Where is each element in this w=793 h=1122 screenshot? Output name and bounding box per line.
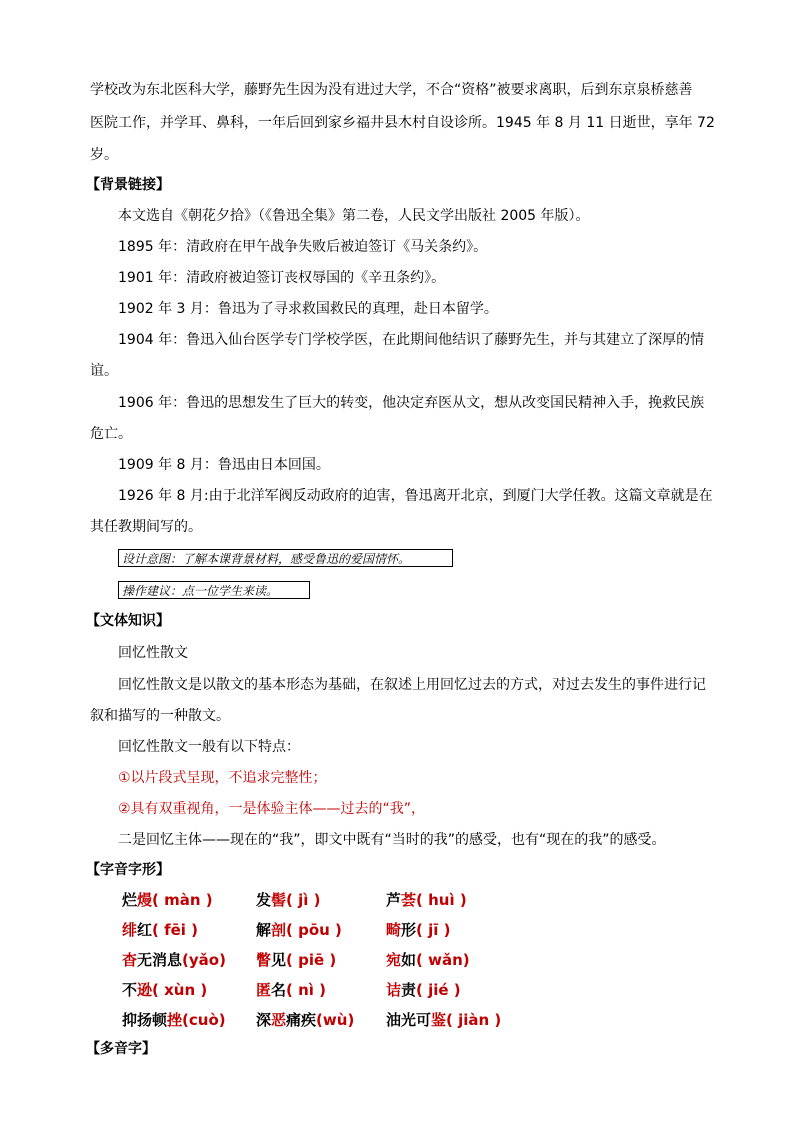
- operation-suggestion-note: 操作建议：点一位学生来读。: [118, 581, 310, 599]
- vocab-item: 不逊( xùn ): [122, 981, 208, 999]
- background-heading: 【背景链接】: [86, 177, 170, 193]
- timeline-1902: 1902 年 3 月：鲁迅为了寻求救国救民的真理，赴日本留学。: [118, 301, 498, 317]
- timeline-1904: 1904 年：鲁迅入仙台医学专门学校学医，在此期间他结识了藤野先生，并与其建立了深厚的情: [118, 332, 705, 348]
- vocab-item: 烂熳( màn ): [122, 891, 213, 909]
- vocab-item: 深恶痛疾(wù): [256, 1011, 355, 1029]
- feature-3: 二是回忆主体——现在的“我”，即文中既有“当时的我”的感受，也有“现在的我”的感受。: [118, 832, 666, 848]
- intro-line-3: 岁。: [90, 147, 118, 163]
- vocab-item: 诘责( jié ): [386, 981, 461, 999]
- vocab-item: 发髻( jì ): [256, 891, 321, 909]
- vocab-heading: 【字音字形】: [86, 862, 170, 878]
- timeline-1926-cont: 其任教期间写的。: [90, 519, 202, 535]
- vocab-item: 瞥见( piē ): [256, 951, 337, 969]
- timeline-1906-cont: 危亡。: [90, 426, 132, 442]
- genre-definition-cont: 叙和描写的一种散文。: [90, 708, 230, 724]
- vocab-item: 解剖( pōu ): [256, 921, 342, 939]
- genre-definition: 回忆性散文是以散文的基本形态为基础，在叙述上用回忆过去的方式，对过去发生的事件进行记: [118, 677, 706, 693]
- vocab-item: 抑扬顿挫(cuò): [122, 1011, 226, 1029]
- genre-features-intro: 回忆性散文一般有以下特点：: [118, 739, 300, 755]
- timeline-1906: 1906 年：鲁迅的思想发生了巨大的转变，他决定弃医从文，想从改变国民精神入手，挽救民族: [118, 395, 705, 411]
- timeline-1904-cont: 谊。: [90, 363, 118, 379]
- timeline-1909: 1909 年 8 月：鲁迅由日本回国。: [118, 457, 330, 473]
- intro-line-2: 医院工作，并学耳、鼻科，一年后回到家乡福井县木村自设诊所。1945 年 8 月 11 日逝世，享年 72: [90, 115, 715, 131]
- feature-2: ②具有双重视角，一是体验主体——过去的“我”，: [118, 801, 426, 817]
- vocab-item: 匿名( nì ): [256, 981, 327, 999]
- polyphone-heading: 【多音字】: [86, 1041, 156, 1057]
- timeline-1901: 1901 年：清政府被迫签订丧权辱国的《辛丑条约》。: [118, 270, 446, 286]
- timeline-1926: 1926 年 8 月:由于北洋军阀反动政府的迫害，鲁迅离开北京，到厦门大学任教。这篇文章就是在: [118, 488, 713, 504]
- genre-heading: 【文体知识】: [86, 613, 170, 629]
- vocab-item: 畸形( jī ): [386, 921, 451, 939]
- vocab-item: 油光可鉴( jiàn ): [386, 1011, 502, 1029]
- intro-line-1: 学校改为东北医科大学，藤野先生因为没有进过大学，不合“资格”被要求离职，后到东京泉桥慈善: [90, 82, 693, 98]
- vocab-item: 宛如( wǎn): [386, 951, 470, 969]
- timeline-1895: 1895 年：清政府在甲午战争失败后被迫签订《马关条约》。: [118, 239, 488, 255]
- background-source: 本文选自《朝花夕拾》（《鲁迅全集》第二卷，人民文学出版社 2005 年版）。: [118, 208, 590, 224]
- design-intent-note: 设计意图：了解本课背景材料，感受鲁迅的爱国情怀。: [118, 549, 453, 567]
- feature-1: ①以片段式呈现，不追求完整性；: [118, 770, 327, 786]
- vocab-item: 绯红( fēi ): [122, 921, 199, 939]
- vocab-item: 杳无消息(yǎo): [122, 951, 226, 969]
- genre-title: 回忆性散文: [118, 645, 188, 661]
- vocab-item: 芦荟( huì ): [386, 891, 467, 909]
